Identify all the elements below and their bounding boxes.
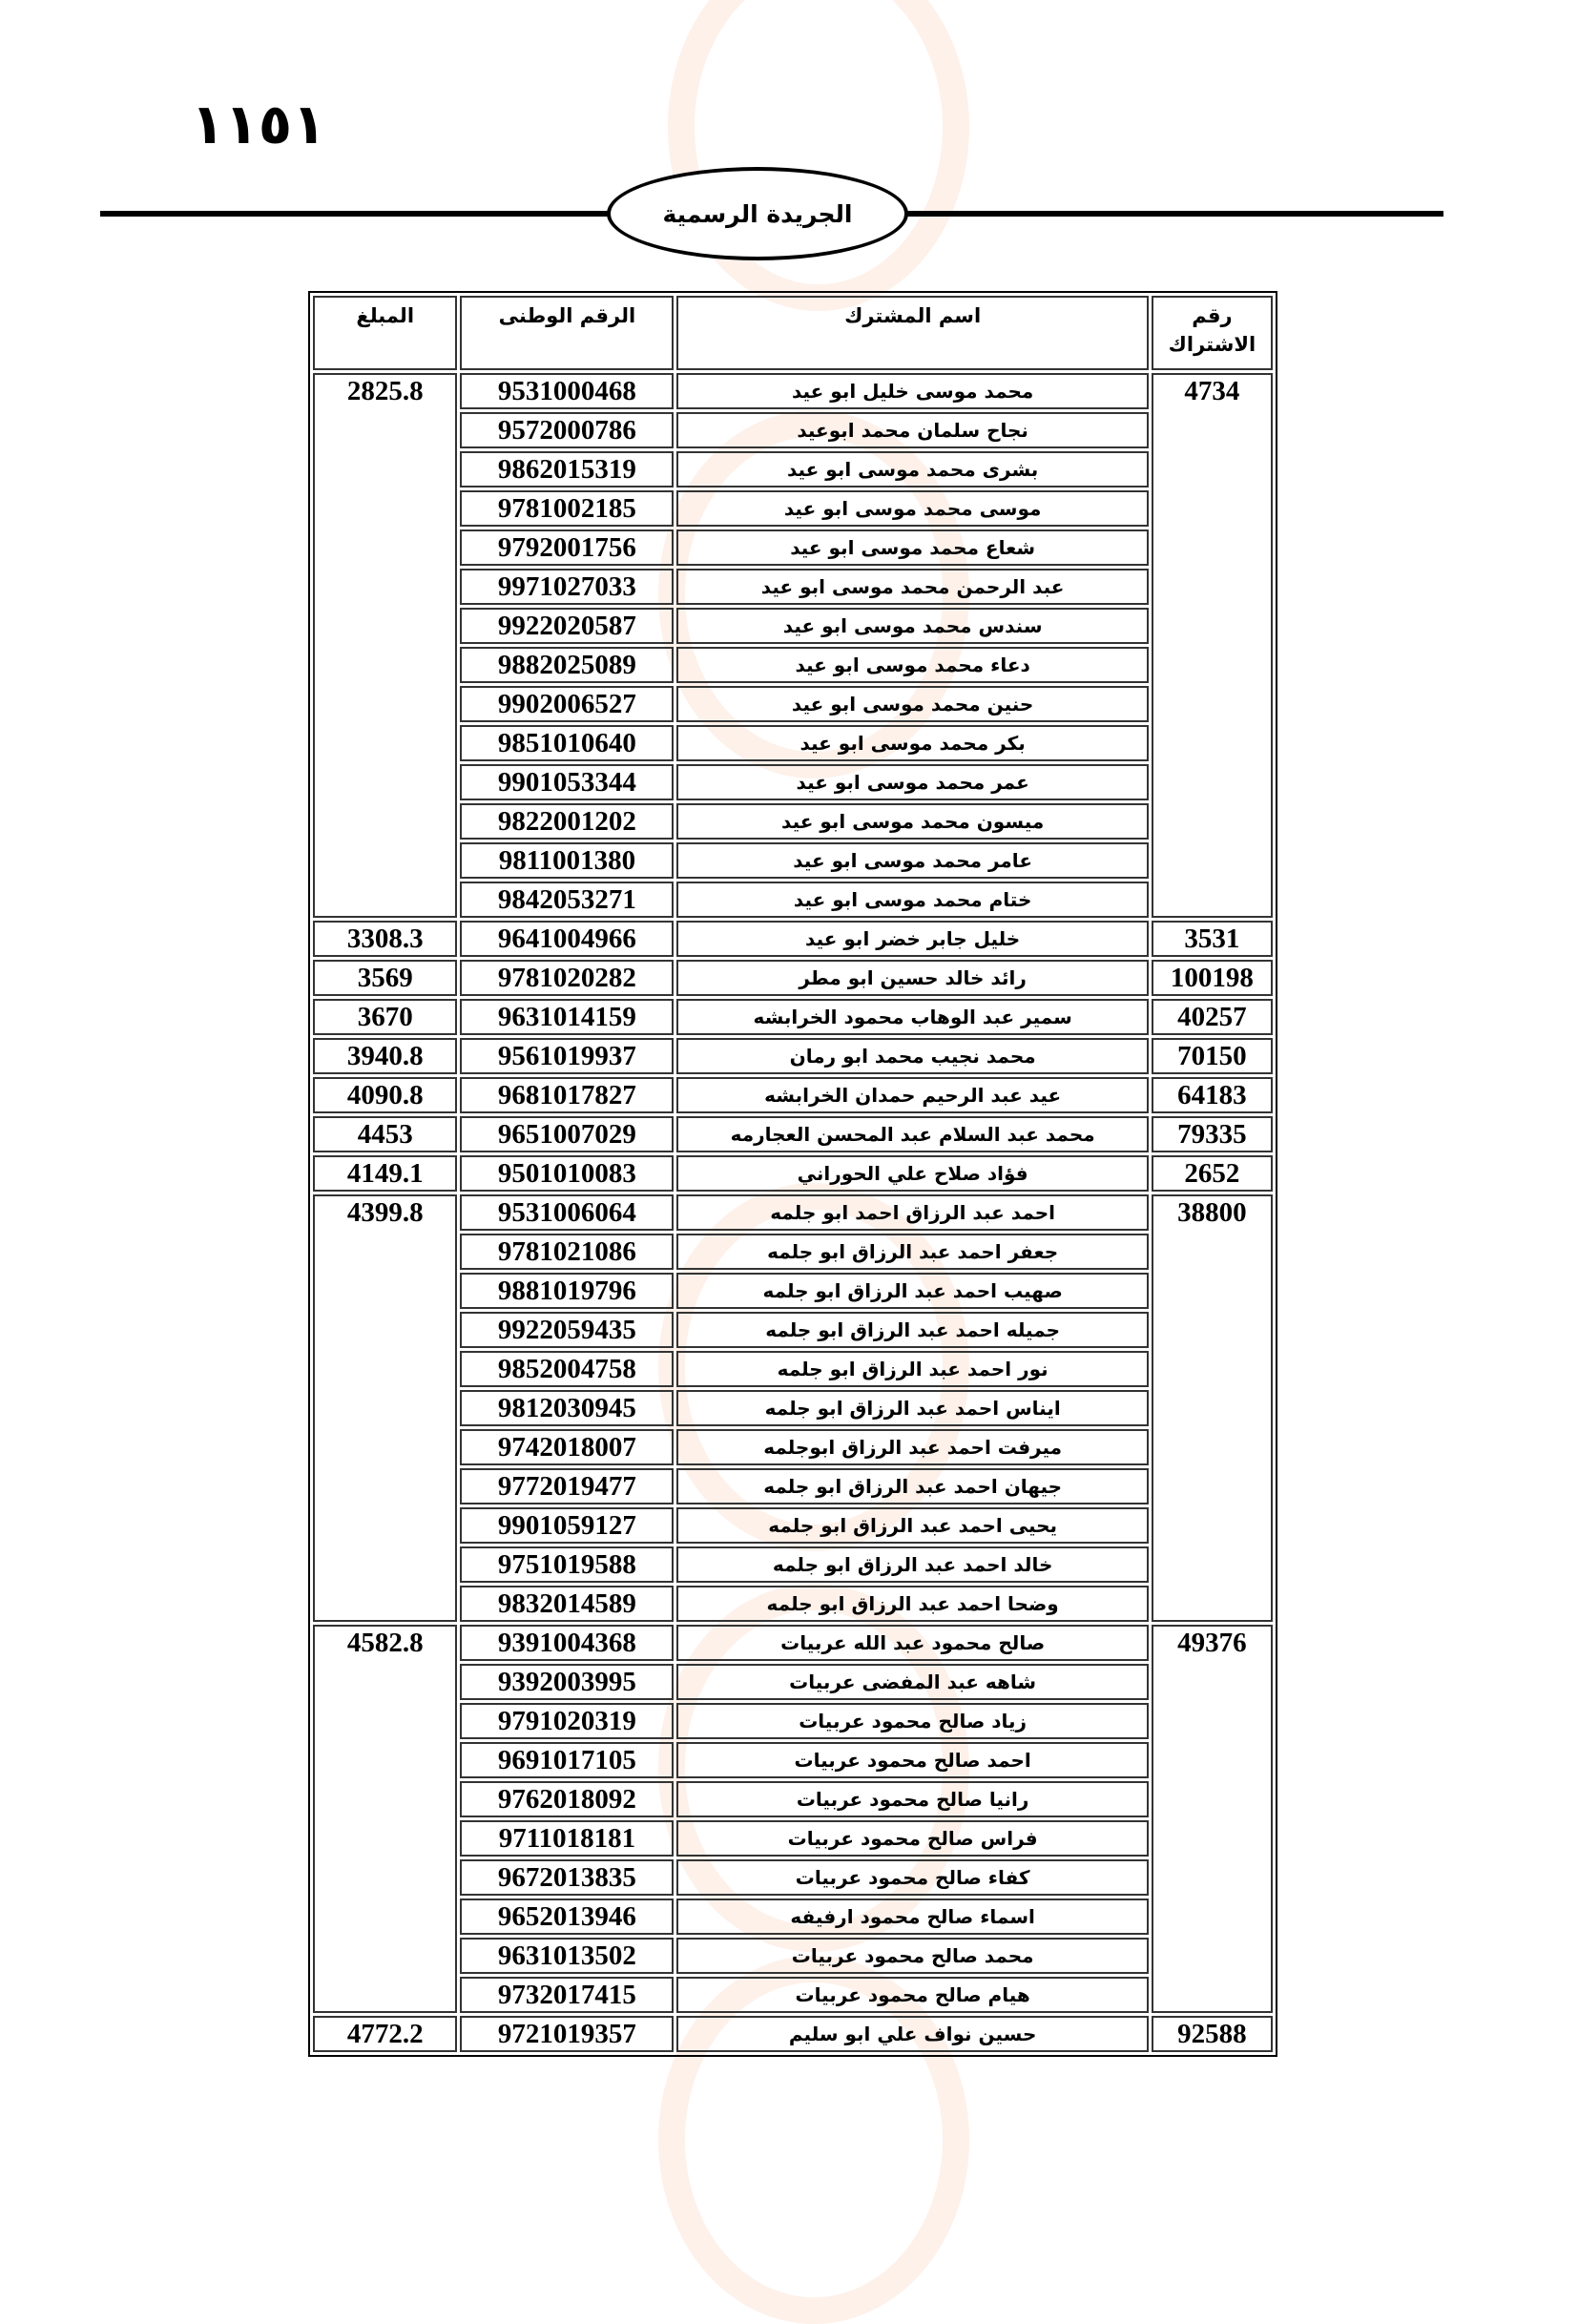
subscriber-name-cell: صالح محمود عبد الله عربيات xyxy=(676,1625,1148,1661)
national-id-cell: 9901059127 xyxy=(460,1507,674,1544)
subscription-no-cell: 2652 xyxy=(1152,1155,1273,1192)
subscriber-name-cell: كفاء صالح محمود عربيات xyxy=(676,1859,1148,1896)
table-row xyxy=(313,960,1273,996)
national-id-cell: 9812030945 xyxy=(460,1390,674,1426)
subscriber-name-cell: عامر محمد موسى ابو عيد xyxy=(676,842,1148,879)
subscriber-name-cell: بكر محمد موسى ابو عيد xyxy=(676,725,1148,761)
national-id-cell: 9641004966 xyxy=(460,921,674,957)
national-id-cell: 9681017827 xyxy=(460,1077,674,1113)
national-id-cell: 9791020319 xyxy=(460,1703,674,1739)
national-id-cell: 9811001380 xyxy=(460,842,674,879)
table-row xyxy=(313,999,1273,1035)
national-id-cell: 9971027033 xyxy=(460,569,674,605)
column-header-national-id: الرقم الوطنى xyxy=(460,296,674,370)
national-id-cell: 9732017415 xyxy=(460,1977,674,2013)
national-id-cell: 9651007029 xyxy=(460,1116,674,1152)
national-id-cell: 9792001756 xyxy=(460,529,674,566)
subscriber-name-cell: شعاع محمد موسى ابو عيد xyxy=(676,529,1148,566)
subscriber-name-cell: محمد عبد السلام عبد المحسن العجارمه xyxy=(676,1116,1148,1152)
national-id-cell: 9781020282 xyxy=(460,960,674,996)
subscription-no-cell: 100198 xyxy=(1152,960,1273,996)
national-id-cell: 9842053271 xyxy=(460,882,674,918)
subscriber-name-cell: نجاح سلمان محمد ابوعيد xyxy=(676,412,1148,448)
subscriber-name-cell: اسماء صالح محمود ارفيفه xyxy=(676,1899,1148,1935)
national-id-cell: 9922020587 xyxy=(460,608,674,644)
subscription-no-cell: 64183 xyxy=(1152,1077,1273,1113)
subscriber-name-cell: جعفر احمد عبد الرزاق ابو جلمه xyxy=(676,1234,1148,1270)
table-row xyxy=(313,1077,1273,1113)
column-header-subscription-no: رقم الاشتراك xyxy=(1152,296,1273,370)
subscriber-name-cell: نور احمد عبد الرزاق ابو جلمه xyxy=(676,1351,1148,1387)
national-id-cell: 9501010083 xyxy=(460,1155,674,1192)
amount-cell: 3569 xyxy=(313,960,457,996)
subscriber-name-cell: محمد نجيب محمد ابو رمان xyxy=(676,1038,1148,1074)
subscriber-name-cell: رانيا صالح محمود عربيات xyxy=(676,1781,1148,1817)
table-row xyxy=(313,1155,1273,1192)
column-header-subscriber-name: اسم المشترك xyxy=(676,296,1148,370)
subscriber-name-cell: خالد احمد عبد الرزاق ابو جلمه xyxy=(676,1546,1148,1583)
table-row xyxy=(313,1038,1273,1074)
national-id-cell: 9691017105 xyxy=(460,1742,674,1778)
table-row xyxy=(313,1116,1273,1152)
subscriber-name-cell: عيد عبد الرحيم حمدان الخرابشه xyxy=(676,1077,1148,1113)
national-id-cell: 9721019357 xyxy=(460,2016,674,2052)
subscribers-table xyxy=(308,291,1277,2057)
table-row xyxy=(313,1625,1273,1661)
subscriber-name-cell: رائد خالد حسين ابو مطر xyxy=(676,960,1148,996)
watermark-ring xyxy=(668,0,969,311)
subscriber-name-cell: احمد صالح محمود عربيات xyxy=(676,1742,1148,1778)
national-id-cell: 9742018007 xyxy=(460,1429,674,1465)
national-id-cell: 9882025089 xyxy=(460,647,674,683)
subscriber-name-cell: ميسون محمد موسى ابو عيد xyxy=(676,803,1148,840)
national-id-cell: 9531000468 xyxy=(460,373,674,409)
national-id-cell: 9772019477 xyxy=(460,1468,674,1504)
subscriber-name-cell: محمد موسى خليل ابو عيد xyxy=(676,373,1148,409)
page-number: ١١٥١ xyxy=(191,92,326,156)
subscriber-name-cell: يحيى احمد عبد الرزاق ابو جلمه xyxy=(676,1507,1148,1544)
national-id-cell: 9781002185 xyxy=(460,490,674,527)
national-id-cell: 9881019796 xyxy=(460,1273,674,1309)
national-id-cell: 9902006527 xyxy=(460,686,674,722)
national-id-cell: 9392003995 xyxy=(460,1664,674,1700)
national-id-cell: 9572000786 xyxy=(460,412,674,448)
national-id-cell: 9672013835 xyxy=(460,1859,674,1896)
amount-cell: 3940.8 xyxy=(313,1038,457,1074)
subscription-no-cell: 4734 xyxy=(1152,373,1273,918)
subscriber-name-cell: جيهان احمد عبد الرزاق ابو جلمه xyxy=(676,1468,1148,1504)
subscriber-name-cell: زياد صالح محمود عربيات xyxy=(676,1703,1148,1739)
subscriber-name-cell: ميرفت احمد عبد الرزاق ابوجلمه xyxy=(676,1429,1148,1465)
amount-cell: 2825.8 xyxy=(313,373,457,918)
national-id-cell: 9631014159 xyxy=(460,999,674,1035)
header-oval xyxy=(607,167,908,260)
subscription-no-cell: 40257 xyxy=(1152,999,1273,1035)
subscriber-name-cell: ختام محمد موسى ابو عيد xyxy=(676,882,1148,918)
national-id-cell: 9751019588 xyxy=(460,1546,674,1583)
table-row xyxy=(313,1194,1273,1231)
subscriber-name-cell: شاهه عبد المفضى عربيات xyxy=(676,1664,1148,1700)
national-id-cell: 9901053344 xyxy=(460,764,674,800)
amount-cell: 4399.8 xyxy=(313,1194,457,1622)
subscriber-name-cell: وضحا احمد عبد الرزاق ابو جلمه xyxy=(676,1586,1148,1622)
subscriber-name-cell: حسين نواف علي ابو سليم xyxy=(676,2016,1148,2052)
table-body xyxy=(313,373,1273,2052)
subscriber-name-cell: احمد عبد الرزاق احمد ابو جلمه xyxy=(676,1194,1148,1231)
national-id-cell: 9652013946 xyxy=(460,1899,674,1935)
national-id-cell: 9762018092 xyxy=(460,1781,674,1817)
amount-cell: 3670 xyxy=(313,999,457,1035)
amount-cell: 4149.1 xyxy=(313,1155,457,1192)
subscription-no-cell: 92588 xyxy=(1152,2016,1273,2052)
subscription-no-cell: 79335 xyxy=(1152,1116,1273,1152)
table-row xyxy=(313,921,1273,957)
table-row xyxy=(313,2016,1273,2052)
table-row xyxy=(313,373,1273,409)
subscriber-name-cell: حنين محمد موسى ابو عيد xyxy=(676,686,1148,722)
subscriber-name-cell: سندس محمد موسى ابو عيد xyxy=(676,608,1148,644)
national-id-cell: 9852004758 xyxy=(460,1351,674,1387)
column-header-amount: المبلغ xyxy=(313,296,457,370)
amount-cell: 4090.8 xyxy=(313,1077,457,1113)
subscription-no-cell: 38800 xyxy=(1152,1194,1273,1622)
subscriber-name-cell: صهيب احمد عبد الرزاق ابو جلمه xyxy=(676,1273,1148,1309)
gazette-title: الجريدة الرسمية xyxy=(662,199,853,228)
subscriber-name-cell: فراس صالح محمود عربيات xyxy=(676,1820,1148,1857)
subscriber-name-cell: ايناس احمد عبد الرزاق ابو جلمه xyxy=(676,1390,1148,1426)
subscriber-name-cell: سمير عبد الوهاب محمود الخرابشه xyxy=(676,999,1148,1035)
subscriber-name-cell: بشرى محمد موسى ابو عيد xyxy=(676,451,1148,488)
subscriber-name-cell: دعاء محمد موسى ابو عيد xyxy=(676,647,1148,683)
national-id-cell: 9832014589 xyxy=(460,1586,674,1622)
national-id-cell: 9711018181 xyxy=(460,1820,674,1857)
subscription-no-cell: 70150 xyxy=(1152,1038,1273,1074)
amount-cell: 3308.3 xyxy=(313,921,457,957)
subscriber-name-cell: فؤاد صلاح علي الحوراني xyxy=(676,1155,1148,1192)
national-id-cell: 9391004368 xyxy=(460,1625,674,1661)
subscriber-name-cell: هيام صالح محمود عربيات xyxy=(676,1977,1148,2013)
subscription-no-cell: 49376 xyxy=(1152,1625,1273,2013)
national-id-cell: 9531006064 xyxy=(460,1194,674,1231)
amount-cell: 4772.2 xyxy=(313,2016,457,2052)
table-header-row xyxy=(313,296,1273,370)
national-id-cell: 9922059435 xyxy=(460,1312,674,1348)
subscriber-name-cell: خليل جابر خضر ابو عيد xyxy=(676,921,1148,957)
subscriber-name-cell: جميله احمد عبد الرزاق ابو جلمه xyxy=(676,1312,1148,1348)
national-id-cell: 9822001202 xyxy=(460,803,674,840)
subscription-no-cell: 3531 xyxy=(1152,921,1273,957)
subscriber-name-cell: موسى محمد موسى ابو عيد xyxy=(676,490,1148,527)
subscriber-name-cell: عمر محمد موسى ابو عيد xyxy=(676,764,1148,800)
amount-cell: 4582.8 xyxy=(313,1625,457,2013)
amount-cell: 4453 xyxy=(313,1116,457,1152)
national-id-cell: 9851010640 xyxy=(460,725,674,761)
subscriber-name-cell: عبد الرحمن محمد موسى ابو عيد xyxy=(676,569,1148,605)
national-id-cell: 9862015319 xyxy=(460,451,674,488)
national-id-cell: 9561019937 xyxy=(460,1038,674,1074)
subscriber-name-cell: محمد صالح محمود عربيات xyxy=(676,1938,1148,1974)
national-id-cell: 9781021086 xyxy=(460,1234,674,1270)
national-id-cell: 9631013502 xyxy=(460,1938,674,1974)
